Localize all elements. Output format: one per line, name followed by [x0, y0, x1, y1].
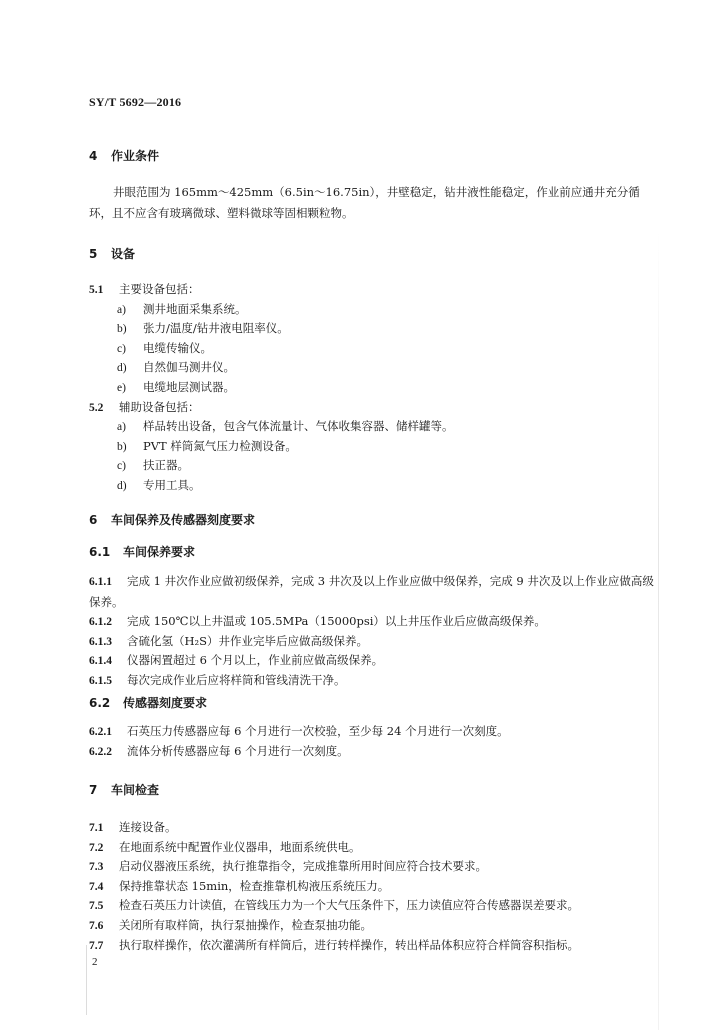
item-text: 专用工具。 [143, 477, 201, 492]
section-6 [89, 512, 659, 528]
clause-text: 在地面系统中配置作业仪器串，地面系统供电。 [119, 839, 361, 854]
subsection-6-2 [89, 695, 659, 711]
clause [89, 896, 659, 916]
subsection-number: 6.1 [89, 545, 111, 559]
clause-number: 6.1.2 [89, 616, 112, 628]
clause [89, 571, 659, 612]
clause [89, 722, 659, 742]
clause [89, 742, 659, 762]
clause-5-1 [89, 280, 659, 496]
clause [89, 280, 659, 300]
clause-number: 7.1 [89, 822, 104, 834]
clause-number: 6.1.1 [89, 576, 112, 588]
section-number: 6 [89, 513, 98, 527]
item-text: 扶正器。 [143, 458, 189, 473]
clause-number: 7.4 [89, 880, 104, 893]
clause-number: 5.1 [89, 284, 104, 296]
section-title: 车间检查 [111, 783, 160, 797]
item-text: 电缆传输仪。 [143, 340, 212, 355]
section-title: 车间保养及传感器刻度要求 [111, 513, 256, 527]
section-title: 设备 [111, 247, 136, 261]
clause-number: 7.6 [89, 919, 104, 932]
section-4 [89, 148, 659, 164]
clause-text: 石英压力传感器应每 6 个月进行一次校验，至少每 24 个月进行一次刻度。 [127, 724, 509, 738]
list-item [89, 437, 659, 457]
clause [89, 632, 659, 652]
clause [89, 916, 659, 936]
clause-number: 6.2.2 [89, 745, 112, 758]
subsection-6-2-heading [89, 695, 659, 711]
section-5 [89, 246, 659, 262]
scan-artifact-edge [86, 945, 91, 1015]
subsection-title: 传感器刻度要求 [123, 696, 208, 710]
section-7-heading [89, 782, 659, 798]
list-item [89, 378, 659, 398]
clause-text: 保持推靠状态 15min，检查推靠机构液压系统压力。 [119, 878, 390, 893]
item-label: c) [117, 342, 126, 355]
subsection-6-1 [89, 544, 659, 560]
list-item [89, 476, 659, 496]
item-label: d) [117, 362, 127, 375]
item-text: 张力/温度/钻井液电阻率仪。 [143, 321, 289, 336]
subsection-number: 6.2 [89, 696, 111, 710]
clause-text: 辅助设备包括： [119, 399, 200, 414]
clause [89, 877, 659, 897]
section-4-body [89, 182, 659, 224]
clause-number: 7.5 [89, 900, 104, 913]
item-text: 电缆地层测试器。 [143, 379, 235, 394]
item-text: 测井地面采集系统。 [143, 301, 247, 316]
subsection-6-1-heading [89, 544, 659, 560]
clause-text: 连接设备。 [119, 820, 177, 834]
item-text: PVT 样筒氮气压力检测设备。 [143, 438, 297, 453]
clauses-7 [89, 818, 659, 955]
item-label: d) [117, 479, 127, 492]
clause-text: 执行取样操作，依次灌满所有样筒后，进行转样操作，转出样品体积应符合样筒容积指标。 [119, 937, 579, 952]
clause-number: 7.3 [89, 861, 104, 874]
clause [89, 671, 659, 691]
clause-text: 启动仪器液压系统，执行推靠指令，完成推靠所用时间应符合技术要求。 [119, 859, 487, 874]
item-text: 自然伽马测井仪。 [143, 360, 235, 375]
list-item [89, 339, 659, 359]
section-5-heading [89, 246, 659, 262]
list-item [89, 417, 659, 437]
clause-text: 完成 1 井次作业应做初级保养，完成 3 井次及以上作业应做中级保养，完成 9 井次及以上作业应做高级保养。 [89, 574, 654, 609]
section-number: 7 [89, 783, 98, 797]
item-label: e) [117, 381, 126, 394]
list-item [89, 358, 659, 378]
clause-number: 5.2 [89, 401, 104, 414]
item-label: a) [117, 421, 126, 434]
clause-text: 每次完成作业后应将样筒和管线清洗干净。 [127, 672, 346, 687]
clause [89, 936, 659, 956]
clause-text: 含硫化氢（H₂S）井作业完毕后应做高级保养。 [127, 633, 369, 648]
clause-number: 7.7 [89, 939, 104, 952]
section-7 [89, 782, 659, 798]
clause-text: 主要设备包括： [119, 282, 200, 296]
clause [89, 398, 659, 418]
clause [89, 857, 659, 877]
list-item [89, 456, 659, 476]
item-label: c) [117, 460, 126, 473]
paragraph: 井眼范围为 165mm～425mm（6.5in～16.75in），井壁稳定，钻井液性能稳定，作业前应通井充分循环，且不应含有玻璃微球、塑料微球等固相颗粒物。 [89, 185, 640, 220]
clause-number: 6.1.3 [89, 635, 112, 648]
clause-text: 完成 150℃以上井温或 105.5MPa（15000psi）以上井压作业后应做高级保养。 [127, 614, 546, 628]
item-text: 样品转出设备，包含气体流量计、气体收集容器、储样罐等。 [143, 419, 454, 434]
scan-artifact-line [658, 230, 659, 1030]
clause [89, 818, 659, 838]
clauses-6-1 [89, 571, 659, 690]
section-4-heading [89, 148, 659, 164]
clause-text: 流体分析传感器应每 6 个月进行一次刻度。 [127, 743, 349, 758]
section-title: 作业条件 [111, 149, 160, 163]
list-item [89, 300, 659, 320]
clause-number: 6.1.4 [89, 655, 112, 668]
clause [89, 838, 659, 858]
clause-text: 关闭所有取样筒，执行泵抽操作，检查泵抽功能。 [119, 917, 372, 932]
clause [89, 651, 659, 671]
standard-code-header: SY/T 5692—2016 [89, 95, 182, 109]
page-number: 2 [92, 956, 98, 968]
item-label: b) [117, 323, 127, 336]
clause-number: 6.2.1 [89, 726, 112, 738]
subsection-title: 车间保养要求 [123, 545, 196, 559]
clauses-6-2 [89, 722, 659, 761]
section-number: 5 [89, 247, 98, 261]
list-item [89, 319, 659, 339]
clause [89, 612, 659, 632]
section-6-heading [89, 512, 659, 528]
item-label: b) [117, 440, 127, 453]
clause-number: 7.2 [89, 841, 104, 854]
section-number: 4 [89, 149, 98, 163]
clause-number: 6.1.5 [89, 674, 112, 687]
item-label: a) [117, 303, 126, 316]
clause-text: 检查石英压力计读值，在管线压力为一个大气压条件下，压力读值应符合传感器误差要求。 [119, 898, 579, 913]
clause-text: 仪器闲置超过 6 个月以上，作业前应做高级保养。 [127, 653, 384, 668]
